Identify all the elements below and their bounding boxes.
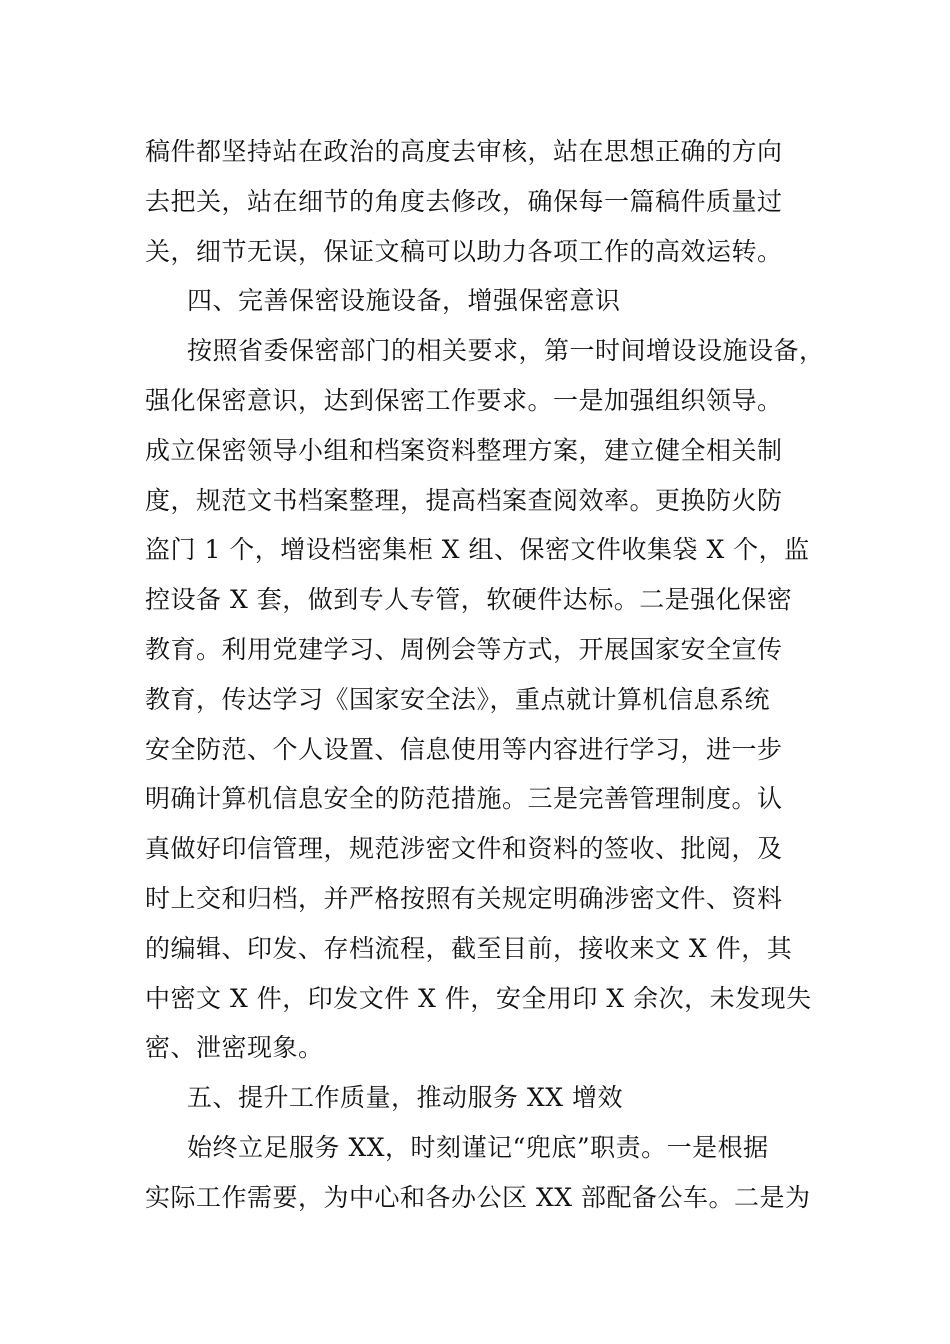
text-line: 的编辑、印发、存档流程，截至目前，接收来文 X 件，其 bbox=[145, 934, 793, 963]
text-line: 稿件都坚持站在政治的高度去审核，站在思想正确的方向 bbox=[145, 137, 783, 166]
text-line: 真做好印信管理，规范涉密文件和资料的签收、批阅，及 bbox=[145, 834, 783, 863]
text-line: 强化保密意识，达到保密工作要求。一是加强组织领导。 bbox=[145, 386, 783, 415]
paragraph-start-line: 始终立足服务 XX，时刻谨记“兜底”职责。一是根据 bbox=[187, 1133, 769, 1162]
section-heading-4: 四、完善保密设施设备，增强保密意识 bbox=[187, 286, 621, 315]
text-line: 中密文 X 件，印发文件 X 件，安全用印 X 余次，未发现失 bbox=[145, 984, 812, 1013]
text-line: 教育，传达学习《国家安全法》，重点就计算机信息系统 bbox=[145, 685, 771, 714]
text-line: 关，细节无误，保证文稿可以助力各项工作的高效运转。 bbox=[145, 237, 783, 266]
text-line: 控设备 X 套，做到专人专管，软硬件达标。二是强化保密 bbox=[145, 585, 793, 614]
text-line: 盗门 1 个，增设档密集柜 X 组、保密文件收集袋 X 个，监 bbox=[145, 535, 810, 564]
text-line: 实际工作需要，为中心和各办公区 XX 部配备公车。二是为 bbox=[145, 1183, 811, 1212]
text-line: 明确计算机信息安全的防范措施。三是完善管理制度。认 bbox=[145, 784, 783, 813]
text-line: 成立保密领导小组和档案资料整理方案，建立健全相关制 bbox=[145, 436, 783, 465]
text-line: 度，规范文书档案整理，提高档案查阅效率。更换防火防 bbox=[145, 486, 783, 515]
text-line: 密、泄密现象。 bbox=[145, 1033, 324, 1062]
paragraph-start-line: 按照省委保密部门的相关要求，第一时间增设设施设备， bbox=[187, 336, 825, 365]
text-line: 时上交和归档，并严格按照有关规定明确涉密文件、资料 bbox=[145, 884, 783, 913]
section-heading-5: 五、提升工作质量，推动服务 XX 增效 bbox=[187, 1083, 623, 1112]
text-line: 去把关，站在细节的角度去修改，确保每一篇稿件质量过 bbox=[145, 187, 783, 216]
text-line: 教育。利用党建学习、周例会等方式，开展国家安全宣传 bbox=[145, 635, 783, 664]
text-line: 安全防范、个人设置、信息使用等内容进行学习，进一步 bbox=[145, 735, 783, 764]
